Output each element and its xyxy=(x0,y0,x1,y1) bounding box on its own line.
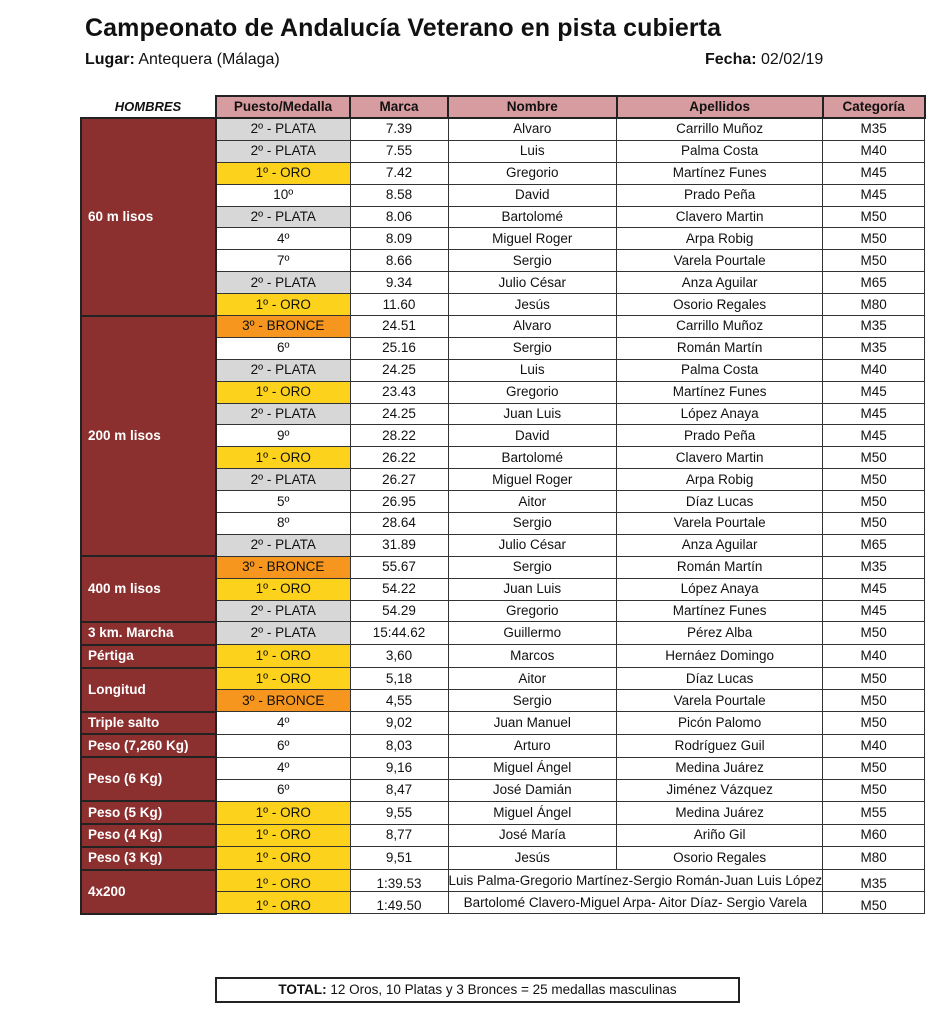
place-medal-cell: 1º - ORO xyxy=(216,801,350,824)
place-medal-cell: 2º - PLATA xyxy=(216,206,350,228)
mark-cell: 26.95 xyxy=(350,491,448,513)
place-medal-cell: 2º - PLATA xyxy=(216,359,350,381)
surname-cell: Rodríguez Guil xyxy=(617,734,823,757)
name-cell: Arturo xyxy=(448,734,617,757)
category-cell: M45 xyxy=(823,425,925,447)
category-cell: M40 xyxy=(823,359,925,381)
surname-cell: Varela Pourtale xyxy=(617,513,823,535)
place-medal-cell: 6º xyxy=(216,337,350,359)
surname-cell: Díaz Lucas xyxy=(617,668,823,690)
category-cell: M50 xyxy=(823,491,925,513)
name-cell: Guillermo xyxy=(448,622,617,645)
mark-cell: 54.22 xyxy=(350,578,448,600)
name-cell: David xyxy=(448,184,617,206)
surname-cell: Medina Juárez xyxy=(617,757,823,779)
name-cell: Alvaro xyxy=(448,316,617,338)
table-row xyxy=(81,622,925,645)
place-medal-cell: 10º xyxy=(216,184,350,206)
venue-line xyxy=(85,51,280,69)
place-medal-cell: 6º xyxy=(216,779,350,801)
event-name: Peso (7,260 Kg) xyxy=(81,734,216,757)
place-medal-cell: 2º - PLATA xyxy=(216,403,350,425)
place-medal-cell: 1º - ORO xyxy=(216,447,350,469)
mark-cell: 9,51 xyxy=(350,847,448,870)
place-medal-cell: 1º - ORO xyxy=(216,870,350,892)
table-row xyxy=(81,118,925,140)
column-header-surname: Apellidos xyxy=(617,96,823,118)
mark-cell: 7.42 xyxy=(350,162,448,184)
mark-cell: 7.55 xyxy=(350,140,448,162)
venue-value: Antequera (Málaga) xyxy=(138,51,280,68)
name-cell: Julio César xyxy=(448,272,617,294)
relay-team-cell: Luis Palma-Gregorio Martínez-Sergio Román-Juan Luis López xyxy=(448,870,823,892)
mark-cell: 11.60 xyxy=(350,294,448,316)
name-cell: Luis xyxy=(448,140,617,162)
surname-cell: Martínez Funes xyxy=(617,162,823,184)
table-row xyxy=(81,734,925,757)
table-row xyxy=(81,645,925,668)
name-cell: Jesús xyxy=(448,847,617,870)
event-name: Peso (4 Kg) xyxy=(81,824,216,847)
place-medal-cell: 3º - BRONCE xyxy=(216,690,350,712)
event-name: Peso (5 Kg) xyxy=(81,801,216,824)
category-cell: M50 xyxy=(823,206,925,228)
results-body xyxy=(81,118,925,914)
event-name: 4x200 xyxy=(81,870,216,914)
category-cell: M50 xyxy=(823,622,925,645)
place-medal-cell: 4º xyxy=(216,712,350,735)
mark-cell: 9,02 xyxy=(350,712,448,735)
mark-cell: 24.25 xyxy=(350,359,448,381)
date-label: Fecha: xyxy=(705,51,757,68)
category-cell: M60 xyxy=(823,824,925,847)
category-cell: M45 xyxy=(823,578,925,600)
surname-cell: Ariño Gil xyxy=(617,824,823,847)
place-medal-cell: 2º - PLATA xyxy=(216,600,350,622)
surname-cell: Osorio Regales xyxy=(617,847,823,870)
surname-cell: Román Martín xyxy=(617,337,823,359)
surname-cell: Jiménez Vázquez xyxy=(617,779,823,801)
surname-cell: Medina Juárez xyxy=(617,801,823,824)
name-cell: Alvaro xyxy=(448,118,617,140)
mark-cell: 24.51 xyxy=(350,316,448,338)
name-cell: Sergio xyxy=(448,556,617,578)
total-text: 12 Oros, 10 Platas y 3 Bronces = 25 medallas masculinas xyxy=(330,982,677,997)
category-cell: M35 xyxy=(823,337,925,359)
surname-cell: Carrillo Muñoz xyxy=(617,316,823,338)
category-cell: M45 xyxy=(823,403,925,425)
mark-cell: 28.22 xyxy=(350,425,448,447)
name-cell: Luis xyxy=(448,359,617,381)
mark-cell: 8.06 xyxy=(350,206,448,228)
place-medal-cell: 1º - ORO xyxy=(216,645,350,668)
place-medal-cell: 3º - BRONCE xyxy=(216,556,350,578)
venue-label: Lugar: xyxy=(85,51,135,68)
surname-cell: Carrillo Muñoz xyxy=(617,118,823,140)
place-medal-cell: 1º - ORO xyxy=(216,824,350,847)
place-medal-cell: 4º xyxy=(216,228,350,250)
place-medal-cell: 1º - ORO xyxy=(216,162,350,184)
total-summary xyxy=(215,977,740,1003)
surname-cell: Anza Aguilar xyxy=(617,272,823,294)
place-medal-cell: 3º - BRONCE xyxy=(216,316,350,338)
surname-cell: Palma Costa xyxy=(617,140,823,162)
place-medal-cell: 9º xyxy=(216,425,350,447)
event-name: 400 m lisos xyxy=(81,556,216,622)
name-cell: Juan Luis xyxy=(448,578,617,600)
results-table xyxy=(80,95,926,915)
surname-cell: Varela Pourtale xyxy=(617,690,823,712)
place-medal-cell: 2º - PLATA xyxy=(216,534,350,556)
category-cell: M35 xyxy=(823,316,925,338)
mark-cell: 4,55 xyxy=(350,690,448,712)
category-cell: M50 xyxy=(823,447,925,469)
name-cell: Miguel Roger xyxy=(448,469,617,491)
date-value: 02/02/19 xyxy=(761,51,824,68)
place-medal-cell: 8º xyxy=(216,513,350,535)
table-header-row xyxy=(81,96,925,118)
surname-cell: Martínez Funes xyxy=(617,381,823,403)
mark-cell: 8.09 xyxy=(350,228,448,250)
name-cell: Juan Luis xyxy=(448,403,617,425)
place-medal-cell: 1º - ORO xyxy=(216,381,350,403)
relay-team-cell: Bartolomé Clavero-Miguel Arpa- Aitor Díaz- Sergio Varela xyxy=(448,892,823,914)
mark-cell: 1:39.53 xyxy=(350,870,448,892)
table-row xyxy=(81,801,925,824)
table-row xyxy=(81,824,925,847)
event-name: 200 m lisos xyxy=(81,316,216,557)
category-cell: M50 xyxy=(823,469,925,491)
name-cell: José Damián xyxy=(448,779,617,801)
table-row xyxy=(81,757,925,779)
mark-cell: 9,55 xyxy=(350,801,448,824)
category-cell: M50 xyxy=(823,757,925,779)
surname-cell: Arpa Robig xyxy=(617,228,823,250)
mark-cell: 9.34 xyxy=(350,272,448,294)
name-cell: Miguel Ángel xyxy=(448,757,617,779)
category-cell: M40 xyxy=(823,734,925,757)
category-cell: M50 xyxy=(823,690,925,712)
place-medal-cell: 4º xyxy=(216,757,350,779)
place-medal-cell: 6º xyxy=(216,734,350,757)
surname-cell: Anza Aguilar xyxy=(617,534,823,556)
category-cell: M80 xyxy=(823,847,925,870)
name-cell: Gregorio xyxy=(448,162,617,184)
event-name: Pértiga xyxy=(81,645,216,668)
name-cell: Sergio xyxy=(448,690,617,712)
name-cell: Bartolomé xyxy=(448,447,617,469)
surname-cell: López Anaya xyxy=(617,403,823,425)
place-medal-cell: 2º - PLATA xyxy=(216,272,350,294)
category-cell: M50 xyxy=(823,668,925,690)
surname-cell: Hernáez Domingo xyxy=(617,645,823,668)
section-label: HOMBRES xyxy=(81,96,216,118)
surname-cell: Prado Peña xyxy=(617,184,823,206)
place-medal-cell: 2º - PLATA xyxy=(216,622,350,645)
place-medal-cell: 7º xyxy=(216,250,350,272)
category-cell: M50 xyxy=(823,250,925,272)
category-cell: M35 xyxy=(823,556,925,578)
table-row xyxy=(81,668,925,690)
category-cell: M45 xyxy=(823,600,925,622)
category-cell: M65 xyxy=(823,272,925,294)
column-header-category: Categoría xyxy=(823,96,925,118)
surname-cell: López Anaya xyxy=(617,578,823,600)
mark-cell: 3,60 xyxy=(350,645,448,668)
category-cell: M40 xyxy=(823,645,925,668)
mark-cell: 1:49.50 xyxy=(350,892,448,914)
category-cell: M40 xyxy=(823,140,925,162)
mark-cell: 25.16 xyxy=(350,337,448,359)
name-cell: Gregorio xyxy=(448,600,617,622)
event-name: 60 m lisos xyxy=(81,118,216,316)
event-name: 3 km. Marcha xyxy=(81,622,216,645)
page-title: Campeonato de Andalucía Veterano en pista cubierta xyxy=(85,14,722,42)
surname-cell: Clavero Martin xyxy=(617,447,823,469)
category-cell: M35 xyxy=(823,870,925,892)
column-header-place: Puesto/Medalla xyxy=(216,96,350,118)
name-cell: Sergio xyxy=(448,337,617,359)
relay-row xyxy=(81,870,925,892)
category-cell: M80 xyxy=(823,294,925,316)
table-row xyxy=(81,556,925,578)
event-name: Peso (3 Kg) xyxy=(81,847,216,870)
mark-cell: 26.27 xyxy=(350,469,448,491)
surname-cell: Osorio Regales xyxy=(617,294,823,316)
name-cell: Jesús xyxy=(448,294,617,316)
place-medal-cell: 1º - ORO xyxy=(216,578,350,600)
place-medal-cell: 1º - ORO xyxy=(216,668,350,690)
table-row xyxy=(81,316,925,338)
mark-cell: 15:44.62 xyxy=(350,622,448,645)
name-cell: Aitor xyxy=(448,668,617,690)
mark-cell: 8,03 xyxy=(350,734,448,757)
surname-cell: Díaz Lucas xyxy=(617,491,823,513)
name-cell: Sergio xyxy=(448,513,617,535)
category-cell: M45 xyxy=(823,162,925,184)
surname-cell: Arpa Robig xyxy=(617,469,823,491)
date-line xyxy=(705,51,823,69)
mark-cell: 31.89 xyxy=(350,534,448,556)
surname-cell: Picón Palomo xyxy=(617,712,823,735)
name-cell: Miguel Roger xyxy=(448,228,617,250)
mark-cell: 9,16 xyxy=(350,757,448,779)
category-cell: M50 xyxy=(823,228,925,250)
place-medal-cell: 2º - PLATA xyxy=(216,140,350,162)
place-medal-cell: 2º - PLATA xyxy=(216,469,350,491)
mark-cell: 8,77 xyxy=(350,824,448,847)
mark-cell: 8.58 xyxy=(350,184,448,206)
mark-cell: 28.64 xyxy=(350,513,448,535)
event-name: Longitud xyxy=(81,668,216,712)
event-name: Peso (6 Kg) xyxy=(81,757,216,801)
mark-cell: 5,18 xyxy=(350,668,448,690)
mark-cell: 24.25 xyxy=(350,403,448,425)
name-cell: Gregorio xyxy=(448,381,617,403)
category-cell: M50 xyxy=(823,712,925,735)
event-name: Triple salto xyxy=(81,712,216,735)
name-cell: Bartolomé xyxy=(448,206,617,228)
place-medal-cell: 1º - ORO xyxy=(216,847,350,870)
place-medal-cell: 2º - PLATA xyxy=(216,118,350,140)
place-medal-cell: 1º - ORO xyxy=(216,294,350,316)
name-cell: David xyxy=(448,425,617,447)
category-cell: M50 xyxy=(823,779,925,801)
category-cell: M65 xyxy=(823,534,925,556)
surname-cell: Prado Peña xyxy=(617,425,823,447)
column-header-name: Nombre xyxy=(448,96,617,118)
total-label: TOTAL: xyxy=(278,982,327,997)
mark-cell: 8.66 xyxy=(350,250,448,272)
surname-cell: Palma Costa xyxy=(617,359,823,381)
surname-cell: Martínez Funes xyxy=(617,600,823,622)
mark-cell: 8,47 xyxy=(350,779,448,801)
place-medal-cell: 1º - ORO xyxy=(216,892,350,914)
surname-cell: Román Martín xyxy=(617,556,823,578)
mark-cell: 7.39 xyxy=(350,118,448,140)
surname-cell: Varela Pourtale xyxy=(617,250,823,272)
category-cell: M55 xyxy=(823,801,925,824)
place-medal-cell: 5º xyxy=(216,491,350,513)
mark-cell: 26.22 xyxy=(350,447,448,469)
name-cell: José María xyxy=(448,824,617,847)
column-header-mark: Marca xyxy=(350,96,448,118)
name-cell: Miguel Ángel xyxy=(448,801,617,824)
category-cell: M50 xyxy=(823,892,925,914)
mark-cell: 23.43 xyxy=(350,381,448,403)
category-cell: M45 xyxy=(823,381,925,403)
surname-cell: Pérez Alba xyxy=(617,622,823,645)
name-cell: Juan Manuel xyxy=(448,712,617,735)
name-cell: Aitor xyxy=(448,491,617,513)
name-cell: Sergio xyxy=(448,250,617,272)
name-cell: Marcos xyxy=(448,645,617,668)
category-cell: M45 xyxy=(823,184,925,206)
name-cell: Julio César xyxy=(448,534,617,556)
table-row xyxy=(81,712,925,735)
category-cell: M35 xyxy=(823,118,925,140)
table-row xyxy=(81,847,925,870)
category-cell: M50 xyxy=(823,513,925,535)
surname-cell: Clavero Martin xyxy=(617,206,823,228)
mark-cell: 55.67 xyxy=(350,556,448,578)
mark-cell: 54.29 xyxy=(350,600,448,622)
